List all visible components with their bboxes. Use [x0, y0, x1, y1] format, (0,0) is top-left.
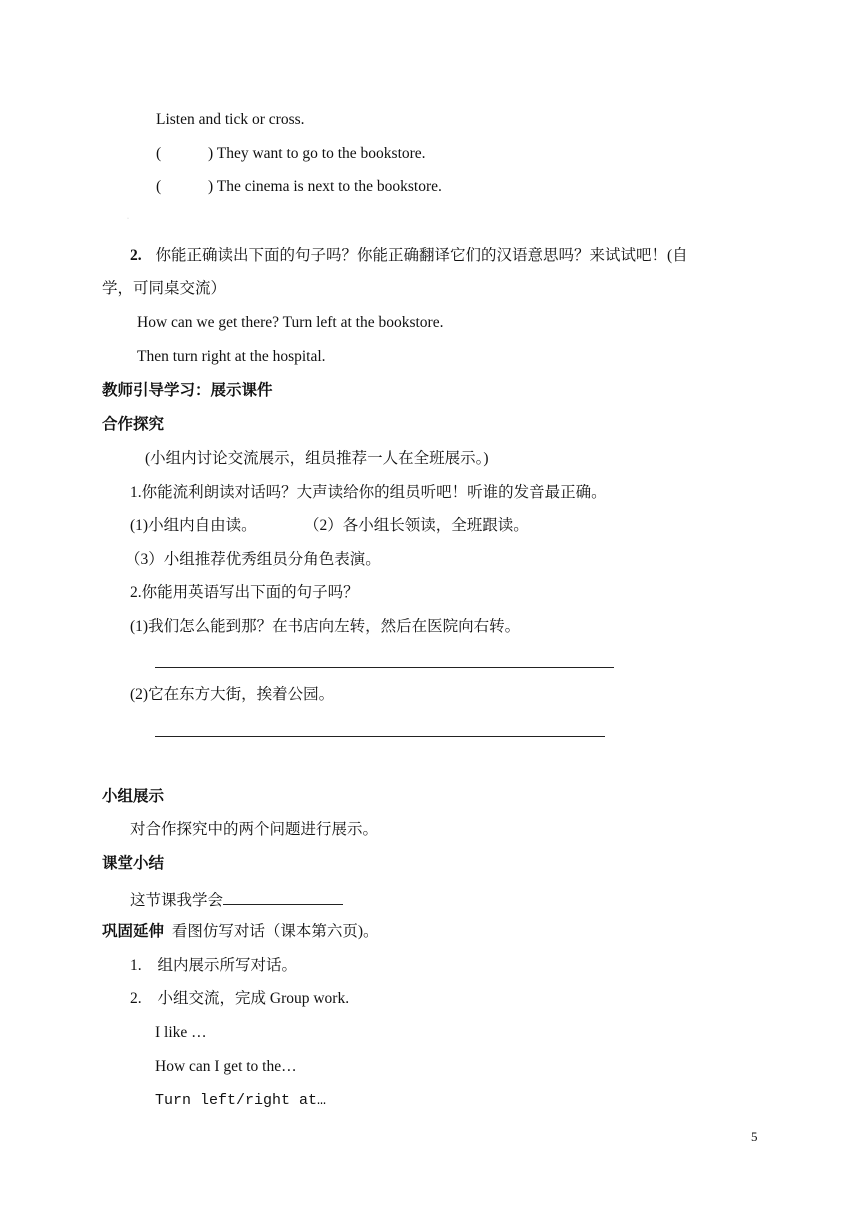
extension-item-1 [130, 956, 297, 976]
pattern-3: Turn left/right at… [155, 1092, 327, 1109]
page-number: 5 [751, 1129, 758, 1144]
tick-item-1-text: ) They want to go to the bookstore. [208, 145, 426, 162]
tick-box-open-paren[interactable]: ( [156, 145, 162, 162]
cooperation-q1-c: （3）小组推荐优秀组员分角色表演。 [125, 551, 381, 568]
stray-mark: · [127, 216, 129, 222]
pattern-2: How can I get to the… [155, 1058, 297, 1075]
tick-box-open-paren[interactable]: ( [156, 178, 162, 195]
tick-item-2 [156, 177, 442, 197]
answer-line-1[interactable] [155, 667, 614, 668]
question-2-continuation: 学，可同桌交流） [102, 280, 227, 297]
summary-blank[interactable] [223, 888, 343, 905]
question-2-text: 你能正确读出下面的句子吗？你能正确翻译它们的汉语意思吗？来试试吧！(自 [155, 247, 688, 264]
consolidate-heading: 巩固延伸 [102, 923, 165, 940]
cooperation-q1: 1.你能流利朗读对话吗？大声读给你的组员听吧！听谁的发音最正确。 [130, 484, 607, 501]
extension-item-2-number: 2. [130, 990, 142, 1007]
tick-item-2-text: ) The cinema is next to the bookstore. [208, 178, 442, 195]
consolidate-text: 看图仿写对话（课本第六页)。 [171, 923, 379, 940]
tick-item-1 [156, 144, 426, 164]
group-show-text: 对合作探究中的两个问题进行展示。 [130, 821, 379, 838]
summary-line [130, 888, 343, 911]
answer-line-2[interactable] [155, 736, 605, 737]
extension-item-1-text: 组内展示所写对话。 [157, 957, 298, 974]
cooperation-note: (小组内讨论交流展示，组员推荐一人在全班展示。) [145, 450, 489, 467]
sentence-1: How can we get there? Turn left at the bookstore. [137, 314, 444, 331]
summary-text: 这节课我学会 [130, 892, 224, 909]
cooperation-q1-b: （2）各小组长领读，全班跟读。 [304, 517, 529, 534]
extension-item-2 [130, 989, 349, 1009]
pattern-1: I like … [155, 1024, 207, 1041]
consolidate-line [102, 922, 379, 942]
cooperation-heading: 合作探究 [102, 416, 165, 433]
sentence-2: Then turn right at the hospital. [137, 348, 326, 365]
cooperation-q1-a: (1)小组内自由读。 [130, 517, 257, 534]
extension-item-2-text: 小组交流，完成 Group work. [157, 990, 350, 1007]
teacher-guide-heading: 教师引导学习：展示课件 [102, 382, 273, 399]
cooperation-q2-item-2: (2)它在东方大街，挨着公园。 [130, 686, 335, 703]
summary-heading: 课堂小结 [102, 855, 165, 872]
cooperation-q2-item-1: (1)我们怎么能到那？在书店向左转，然后在医院向右转。 [130, 618, 521, 635]
cooperation-q2: 2.你能用英语写出下面的句子吗？ [130, 584, 359, 601]
question-2 [130, 246, 688, 266]
extension-item-1-number: 1. [130, 957, 142, 974]
question-2-number: 2. [130, 247, 142, 264]
group-show-heading: 小组展示 [102, 788, 165, 805]
listen-instruction: Listen and tick or cross. [156, 111, 305, 128]
